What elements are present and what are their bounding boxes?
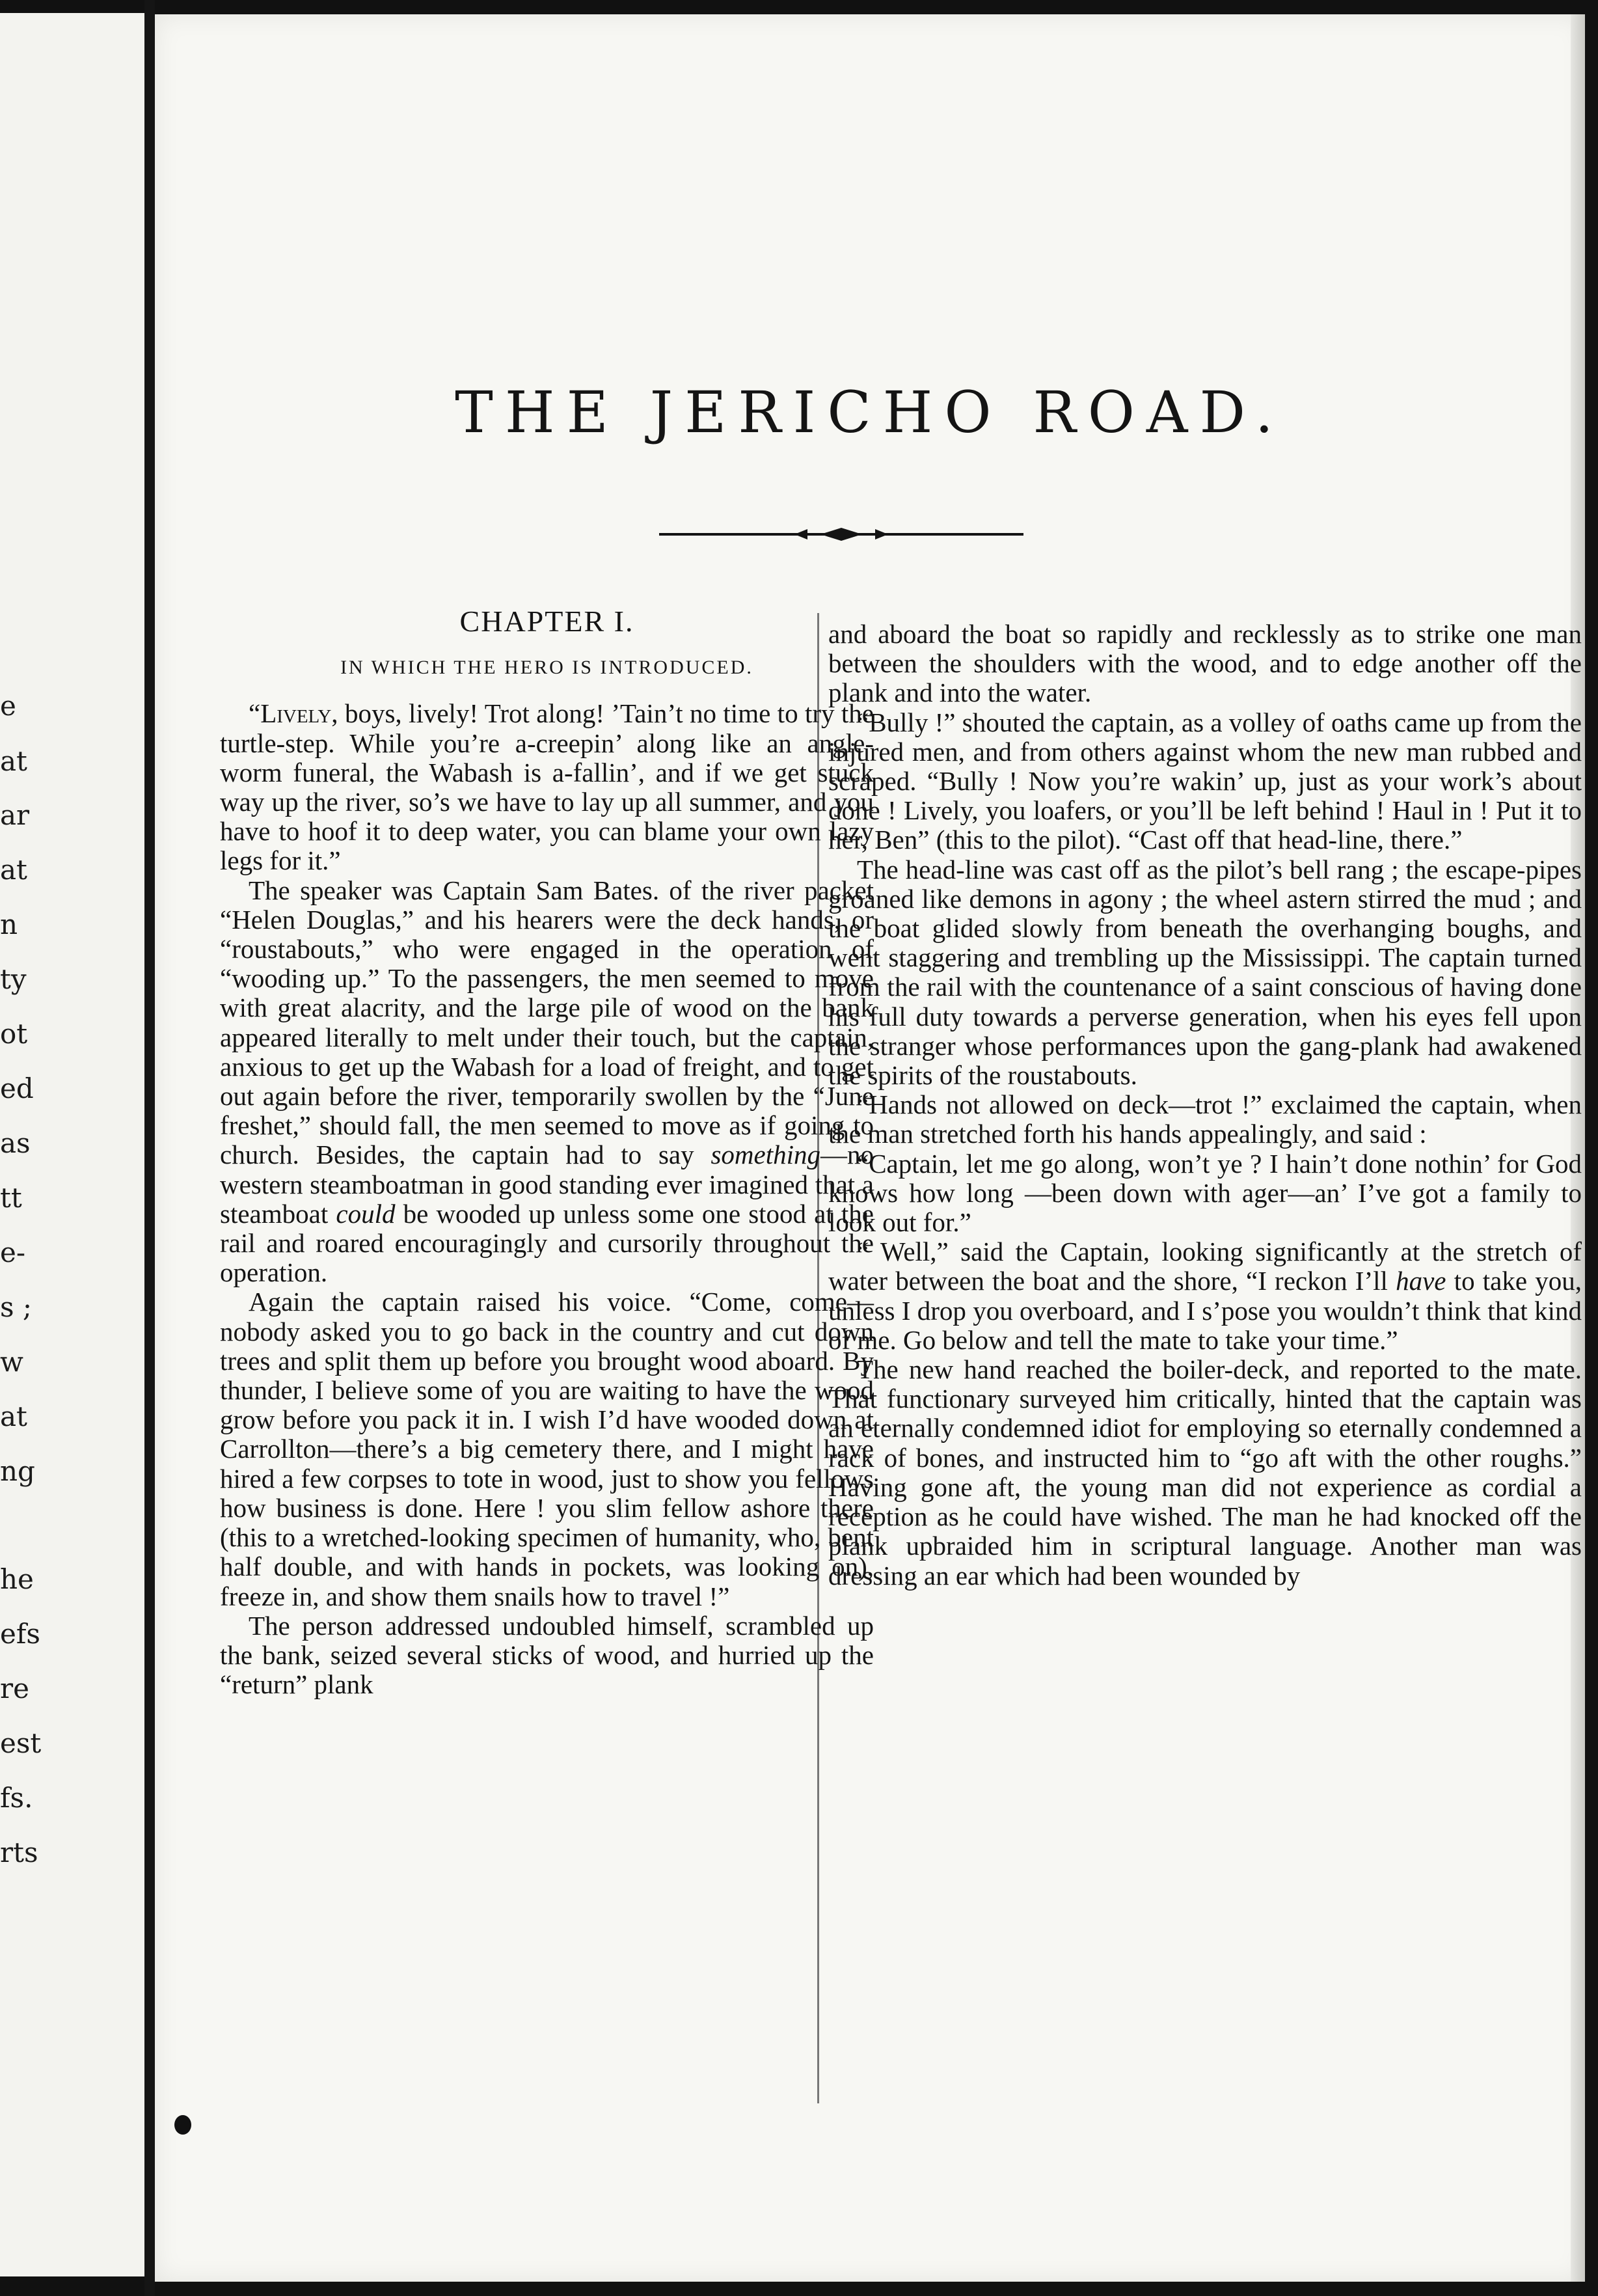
paragraph [220, 876, 874, 1288]
italic-word: have [1396, 1266, 1446, 1296]
left-fragment: fs. [0, 1782, 33, 1814]
paragraph-text: be wooded up unless some one stood at the rail and roared encouragingly and cursorily throughout the operation. [220, 1198, 874, 1288]
left-fragment: tt [0, 1182, 22, 1214]
paragraph: Again the captain raised his voice. “Come, come—nobody asked you to go back in the country and cut down trees and split them up before you brought wood aboard. By thunder, I believe some of you are waiting to have the wood grow before you pack it in. I wish I’d have wooded down at Carrollton—there’s a big cemetery there, and I might have hired a few corpses to tote in wood, just to show you fellows how business is done. Here ! you slim fellow ashore there (this to a wretched-looking specimen of humanity, who, bent half double, and with hands in pockets, was looking on), freeze in, and show them snails how to travel !” [220, 1287, 874, 1611]
lead-words: “Lively, [249, 698, 338, 729]
paragraph-text: —no western steamboatman in good standing ever imagined that a steamboat [220, 1140, 874, 1229]
paragraph [220, 699, 874, 875]
left-fragment: rts [0, 1837, 38, 1868]
left-fragment: e- [0, 1237, 26, 1268]
paragraph: “Hands not allowed on deck—trot !” exclaimed the captain, when the man stretched forth his hands appealingly, and said : [828, 1089, 1582, 1149]
left-fragment: he [0, 1563, 34, 1595]
left-page-edge [0, 13, 144, 2276]
left-fragment: ng [0, 1455, 35, 1487]
right-page [155, 14, 1585, 2282]
paragraph: “Captain, let me go along, won’t ye ? I hain’t done nothin’ for God knows how long —been down with ager—an’ I’ve got a family to look out for.” [828, 1148, 1582, 1238]
left-fragment: at [0, 745, 27, 777]
paragraph: The head-line was cast off as the pilot’s bell rang ; the escape-pipes groaned like demons in agony ; the wheel astern stirred the mud ; and the boat glided slowly from beneath the overhanging boughs, and went staggering and trembling up the Mississippi. The captain turned from the rail with the countenance of a saint conscious of having done his full duty towards a perverse generation, when his eyes fell upon the stranger whose performances upon the gang-plank had awakened the spirits of the roustabouts. [828, 854, 1582, 1091]
paragraph: and aboard the boat so rapidly and recklessly as to strike one man between the shoulders with the wood, and to edge another off the plank and into the water. [828, 619, 1582, 708]
paragraph: The person addressed undoubled himself, scrambled up the bank, seized several sticks of wood, and hurried up the “return” plank [220, 1610, 874, 1700]
book-title: THE JERICHO ROAD. [455, 379, 1285, 446]
chapter-subheading: IN WHICH THE HERO IS INTRODUCED. [340, 657, 753, 679]
left-fragment: n [0, 909, 18, 940]
right-column [828, 620, 1582, 1591]
left-fragment: at [0, 854, 27, 886]
left-fragment: e [0, 690, 16, 722]
left-fragment: ed [0, 1073, 34, 1104]
book-gutter [144, 0, 155, 2296]
left-fragment: at [0, 1401, 27, 1432]
paragraph-text: to take you, unless I drop you overboard, and I s’pose you wouldn’t think that kind of me. Go below and tell the mate to take your time.” [828, 1266, 1582, 1355]
left-fragment: ot [0, 1018, 28, 1050]
left-fragment: ar [0, 799, 30, 831]
paragraph-text: The speaker was Captain Sam Bates. of the river packet “Helen Douglas,” and his hearers were the deck hands, or “roustabouts,” who were engaged in the operation of “wooding up.” To the passengers, the men seemed to move with great alacrity, and the large pile of wood on the bank appeared literally to melt under their touch, but the captain, anxious to get up the Wabash for a load of freight, and to get out again before the river, temporarily swollen by the “June freshet,” should fall, the men seemed to move as if going to church. Besides, the captain had to say [220, 875, 874, 1170]
paragraph: The new hand reached the boiler-deck, and reported to the mate. That functionary surveyed him critically, hinted that the captain was an eternally condemned idiot for employing so eternally condemned a rack of bones, and instructed him to “go aft with the other roughs.” Having gone aft, the young man did not experience as cordial a reception as he could have wished. The man he had knocked off the plank upbraided him in scriptural language. Another man was dressing an ear which had been wounded by [828, 1354, 1582, 1591]
left-column [220, 607, 874, 1699]
left-fragment: efs [0, 1618, 40, 1650]
ink-blot [174, 2115, 191, 2135]
left-fragment: est [0, 1727, 42, 1759]
left-fragment: as [0, 1127, 31, 1159]
left-fragment: s ; [0, 1291, 33, 1323]
left-fragment: ty [0, 963, 27, 995]
italic-word: something [711, 1140, 820, 1170]
paragraph: “Bully !” shouted the captain, as a volley of oaths came up from the injured men, and from others against whom the new man rubbed and scraped. “Bully ! Now you’re wakin’ up, just as your work’s about done ! Lively, you loafers, or you’ll be left behind ! Haul in ! Put it to her, Ben” (this to the pilot). “Cast off that head-line, there.” [828, 707, 1582, 855]
paragraph-text: boys, lively! Trot along! ’Tain’t no time to try the turtle-step. While you’re a-creepin’ along like an angle-worm funeral, the Wabash is a-fallin’, and if we get stuck way up the river, so’s we have to lay up all summer, and you have to hoof it to deep water, you can blame your own lazy legs for it.” [220, 698, 874, 876]
left-fragment: re [0, 1673, 29, 1704]
paragraph-text: “ Well,” said the Captain, looking significantly at the stretch of water between the boat and the shore, “I reckon I’ll [828, 1237, 1582, 1296]
chapter-heading: CHAPTER I. [459, 605, 634, 638]
ornament-divider [659, 525, 1023, 544]
italic-word: could [336, 1198, 396, 1229]
left-fragment: w [0, 1346, 23, 1378]
paragraph [828, 1237, 1582, 1355]
